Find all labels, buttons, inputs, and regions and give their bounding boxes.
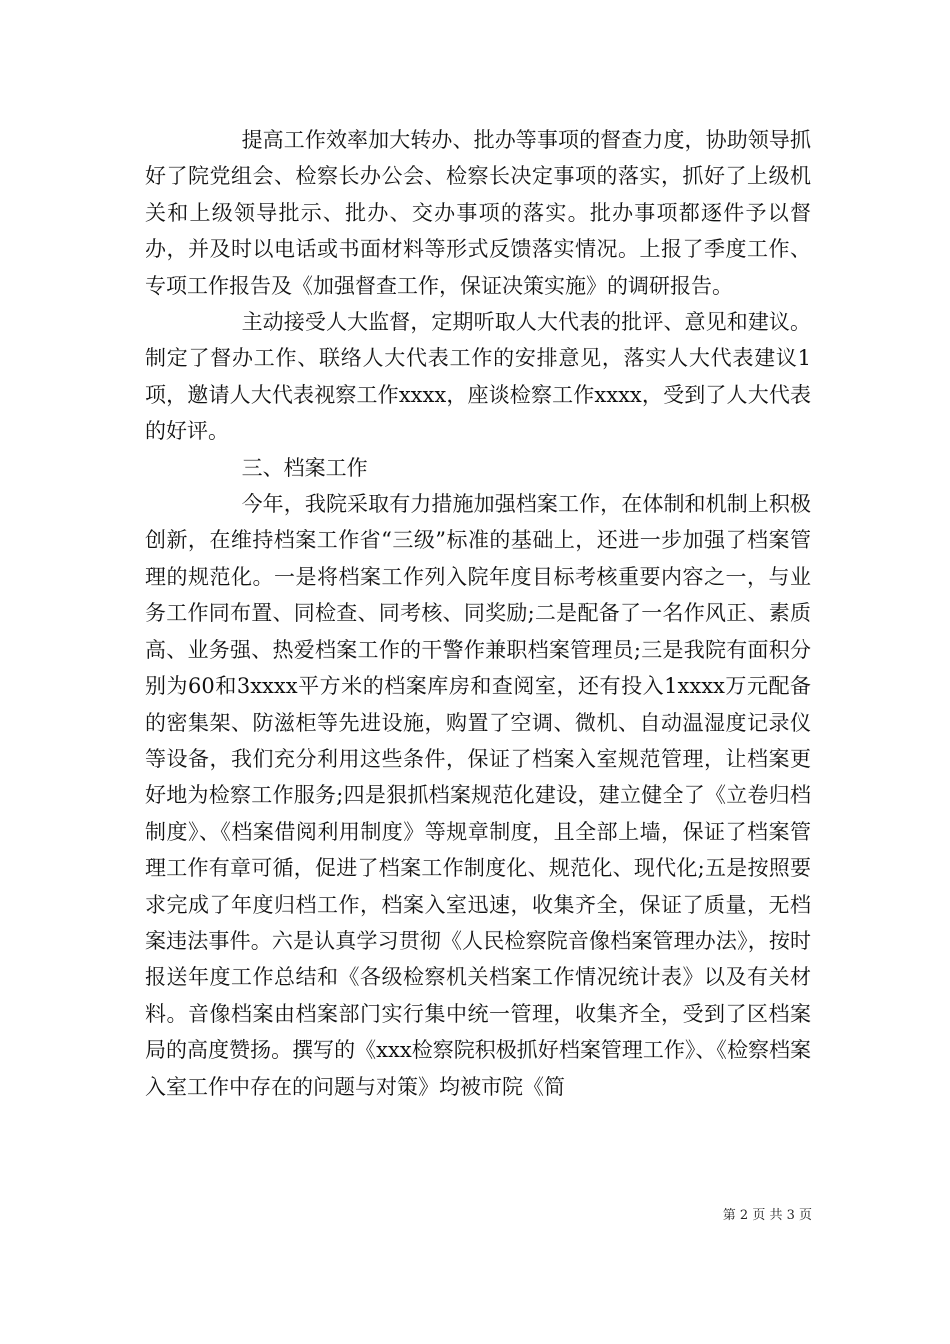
section-heading-archives: 三、档案工作: [241, 455, 368, 480]
paragraph-npc-supervision: 主动接受人大监督，定期听取人大代表的批评、意见和建议。制定了督办工作、联络人大代表工作的安排意见，落实人大代表建议1项，邀请人大代表视察工作xxxx，座谈检察工作xxxx，受到了人大代表的好评。: [145, 310, 811, 444]
paragraph-supervision: 提高工作效率加大转办、批办等事项的督查力度，协助领导抓好了院党组会、检察长办公会、检察长决定事项的落实，抓好了上级机关和上级领导批示、批办、交办事项的落实。批办事项都逐件予以督办，并及时以电话或书面材料等形式反馈落实情况。上报了季度工作、专项工作报告及《加强督查工作，保证决策实施》的调研报告。: [145, 128, 811, 298]
page-number: 第 2 页 共 3 页: [722, 1208, 812, 1223]
paragraph-archives-work: 今年，我院采取有力措施加强档案工作，在体制和机制上积极创新，在维持档案工作省“三级”标准的基础上，还进一步加强了档案管理的规范化。一是将档案工作列入院年度目标考核重要内容之一，与业务工作同布置、同检查、同考核、同奖励;二是配备了一名作风正、素质高、业务强、热爱档案工作的干警作兼职档案管理员;三是我院有面积分别为60和3xxxx平方米的档案库房和查阅室，还有投入1xxxx万元配备的密集架、防滋柜等先进设施，购置了空调、微机、自动温湿度记录仪等设备，我们充分利用这些条件，保证了档案入室规范管理，让档案更好地为检察工作服务;四是狠抓档案规范化建设，建立健全了《立卷归档制度》、《档案借阅利用制度》等规章制度，且全部上墙，保证了档案管理工作有章可循，促进了档案工作制度化、规范化、现代化;五是按照要求完成了年度归档工作，档案入室迅速，收集齐全，保证了质量，无档案违法事件。六是认真学习贯彻《人民检察院音像档案管理办法》，按时报送年度工作总结和《各级检察机关档案工作情况统计表》以及有关材料。音像档案由档案部门实行集中统一管理，收集齐全，受到了区档案局的高度赞扬。撰写的《xxx检察院积极抓好档案管理工作》、《检察档案入室工作中存在的问题与对策》均被市院《简: [145, 492, 811, 1099]
document-body: [145, 122, 811, 1105]
